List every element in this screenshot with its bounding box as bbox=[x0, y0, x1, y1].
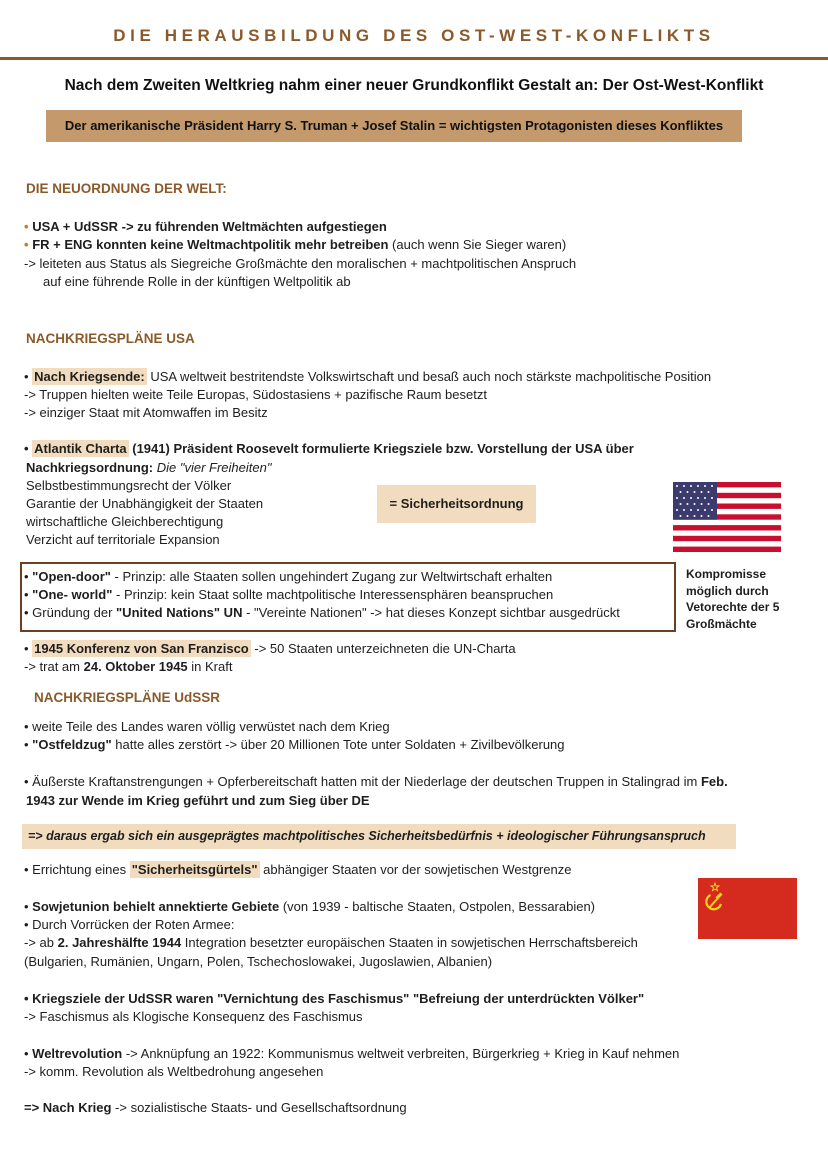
list-item: 1943 zur Wende im Krieg geführt und zum Sieg über DE bbox=[26, 793, 370, 808]
list-item: -> trat am 24. Oktober 1945 in Kraft bbox=[24, 659, 233, 674]
list-item: • weite Teile des Landes waren völlig verwüstet nach dem Krieg bbox=[24, 719, 390, 734]
title-divider bbox=[0, 57, 828, 60]
list-item: => Nach Krieg -> sozialistische Staats- und Gesellschaftsordnung bbox=[24, 1100, 407, 1115]
list-item: • Äußerste Kraftanstrengungen + Opferbereitschaft hatten mit der Niederlage der deutschen Truppen in Stalingrad im Feb. bbox=[24, 774, 728, 789]
list-item: -> Truppen hielten weite Teile Europas, Südostasiens + pazifische Raum besetzt bbox=[24, 387, 487, 402]
list-item: • Errichtung eines "Sicherheitsgürtels" abhängiger Staaten vor der sowjetischen Westgrenze bbox=[24, 862, 572, 877]
list-item: -> leiteten aus Status als Siegreiche Großmächte den moralischen + machtpolitischen Anspruch bbox=[24, 256, 577, 271]
list-item: • Atlantik Charta (1941) Präsident Roosevelt formulierte Kriegsziele bzw. Vorstellung der USA über bbox=[24, 441, 634, 456]
list-item: -> komm. Revolution als Weltbedrohung angesehen bbox=[24, 1064, 324, 1079]
list-item: • "Open-door" - Prinzip: alle Staaten sollen ungehindert Zugang zur Weltwirtschaft erhalten bbox=[24, 569, 553, 584]
freedom-item: Verzicht auf territoriale Expansion bbox=[26, 532, 220, 547]
list-item: • Nach Kriegsende: USA weltweit bestritendste Volkswirtschaft und besaß auch noch stärkste machpolitische Position bbox=[24, 369, 712, 384]
list-item: (Bulgarien, Rumänien, Ungarn, Polen, Tschechoslowakei, Jugoslawien, Albanien) bbox=[24, 954, 493, 969]
freedom-item: Garantie der Unabhängigkeit der Staaten bbox=[26, 496, 264, 511]
list-item: -> Faschismus als Klogische Konsequenz des Faschismus bbox=[24, 1009, 363, 1024]
list-item: • Kriegsziele der UdSSR waren "Vernichtung des Faschismus" "Befreiung der unterdrückten Völker" bbox=[24, 991, 645, 1006]
heading-neuordnung: DIE NEUORDNUNG DER WELT: bbox=[26, 181, 227, 196]
freedom-item: wirtschaftliche Gleichberechtigung bbox=[26, 514, 224, 529]
list-item: • Weltrevolution -> Anknüpfung an 1922: Kommunismus weltweit verbreiten, Bürgerkrieg + Krieg in Kauf nehmen bbox=[24, 1046, 680, 1061]
protagonists-banner: Der amerikanische Präsident Harry S. Truman + Josef Stalin = wichtigsten Protagonisten dieses Konfliktes bbox=[46, 110, 742, 142]
list-item: • Durch Vorrücken der Roten Armee: bbox=[24, 917, 235, 932]
list-item: • "One- world" - Prinzip: kein Staat sollte machtpolitische Interessensphären beanspruchen bbox=[24, 587, 554, 602]
usa-flag bbox=[673, 482, 781, 552]
heading-udssr: NACHKRIEGSPLÄNE UdSSR bbox=[34, 690, 221, 705]
list-item: • FR + ENG konnten keine Weltmachtpolitik mehr betreiben (auch wenn Sie Sieger waren) bbox=[24, 237, 567, 252]
list-item: Nachkriegsordnung: Die "vier Freiheiten" bbox=[26, 460, 272, 475]
subtitle: Nach dem Zweiten Weltkrieg nahm einer neuer Grundkonflikt Gestalt an: Der Ost-West-Konflikt bbox=[64, 77, 764, 94]
list-item: -> einziger Staat mit Atomwaffen im Besitz bbox=[24, 405, 268, 420]
heading-usa: NACHKRIEGSPLÄNE USA bbox=[26, 331, 195, 346]
kompromiss-note: Kompromisse möglich durch Vetorechte der 5 Großmächte bbox=[686, 567, 780, 631]
list-item: auf eine führende Rolle in der künftigen Weltpolitik ab bbox=[43, 274, 351, 289]
conclusion-banner: => daraus ergab sich ein ausgeprägtes machtpolitisches Sicherheitsbedürfnis + ideologischer Führungsanspruch bbox=[22, 824, 736, 849]
sicherheitsordnung-box: = Sicherheitsordnung bbox=[377, 485, 536, 523]
list-item: -> ab 2. Jahreshälfte 1944 Integration besetzter europäischen Staaten in sowjetischen Herrschaftsbereich bbox=[24, 935, 638, 950]
page-title: DIE HERAUSBILDUNG DES OST-WEST-KONFLIKTS bbox=[113, 26, 715, 45]
list-item: • Sowjetunion behielt annektierte Gebiete (von 1939 - baltische Staaten, Ostpolen, Bessarabien) bbox=[24, 899, 596, 914]
list-item: • 1945 Konferenz von San Franzisco -> 50 Staaten unterzeichneten die UN-Charta bbox=[24, 641, 516, 656]
ussr-flag bbox=[698, 878, 797, 939]
list-item: • Gründung der "United Nations" UN - "Vereinte Nationen" -> hat dieses Konzept sichtbar ausgedrückt bbox=[24, 605, 620, 620]
freedom-item: Selbstbestimmungsrecht der Völker bbox=[26, 478, 232, 493]
list-item: • USA + UdSSR -> zu führenden Weltmächten aufgestiegen bbox=[24, 219, 387, 234]
hammer-sickle-icon bbox=[698, 878, 797, 939]
list-item: • "Ostfeldzug" hatte alles zerstört -> über 20 Millionen Tote unter Soldaten + Zivilbevölkerung bbox=[24, 737, 565, 752]
